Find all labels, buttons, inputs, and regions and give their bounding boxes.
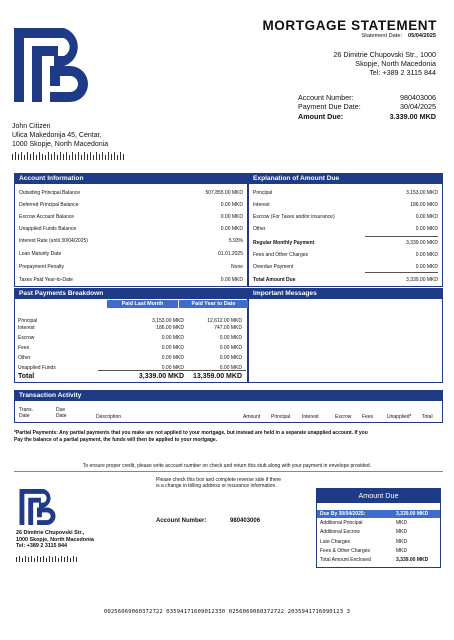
explanation-label: Overdue Payment bbox=[253, 264, 294, 270]
note-line: *Partial Payments: Any partial payments that you make are not applied to your mortgage, but instead are held in a separate unapplied account. If you bbox=[14, 430, 368, 436]
explanation-value: 0.00 MKD bbox=[415, 226, 438, 232]
info-value: 507,855.00 MKD bbox=[205, 190, 243, 196]
stub-address-line: 26 Dimitrie Chupovski Str., bbox=[16, 530, 85, 536]
escrow-header: Escrow bbox=[335, 414, 352, 420]
stub-phone: Tel: +389 2 3115 844 bbox=[16, 543, 68, 550]
amount-due-row bbox=[320, 520, 437, 526]
statement-date-value: 05/04/2025 bbox=[408, 33, 436, 39]
due-by-row bbox=[320, 511, 437, 517]
amount-due-label: Amount Due: bbox=[298, 111, 344, 121]
account-number-row bbox=[298, 93, 436, 102]
explanation-row bbox=[253, 190, 438, 196]
total-label: Total bbox=[18, 373, 35, 380]
info-value: 0.00 MKD bbox=[220, 202, 243, 208]
stub-barcode bbox=[16, 556, 78, 562]
info-label: Interest Rate (until 30/04/2025) bbox=[19, 238, 88, 244]
explanation-value: 186.00 MKD bbox=[410, 202, 438, 208]
partial-payment-note bbox=[14, 430, 444, 443]
explanation-row bbox=[253, 277, 438, 283]
bank-logo bbox=[14, 28, 90, 102]
info-row bbox=[19, 251, 243, 257]
info-label: Outsiding Principal Balance bbox=[19, 190, 81, 196]
info-row bbox=[19, 190, 243, 196]
account-summary bbox=[298, 93, 436, 121]
payment-type: Fees bbox=[18, 345, 30, 351]
amount-label: Late Charges bbox=[320, 539, 351, 545]
total-enclosed-row bbox=[320, 557, 437, 563]
tear-line bbox=[14, 471, 443, 472]
paid-last-month: 0.00 MKD bbox=[161, 345, 184, 351]
amount-due-title: Amount Due bbox=[317, 489, 440, 503]
past-payment-row bbox=[18, 345, 246, 352]
total-rule bbox=[365, 272, 438, 273]
explanation-row bbox=[253, 252, 438, 258]
info-row bbox=[19, 202, 243, 208]
explanation-label: Escrow (For Taxes and/or insurance) bbox=[253, 214, 335, 220]
postal-barcode bbox=[12, 152, 124, 160]
payment-due-label: Payment Due Date: bbox=[298, 102, 361, 112]
past-payment-row bbox=[18, 325, 246, 332]
transaction-activity-panel bbox=[14, 390, 443, 423]
explanation-label: Total Amount Due bbox=[253, 277, 296, 283]
amount-due-row bbox=[298, 112, 436, 121]
important-messages-title: Important Messages bbox=[249, 289, 442, 299]
info-row bbox=[19, 214, 243, 220]
info-value: 5.93% bbox=[228, 238, 243, 244]
customer-address-line: 1000 Skopje, North Macedonia bbox=[12, 141, 109, 149]
amount-value: MKD bbox=[396, 548, 408, 554]
past-payments-table bbox=[18, 318, 246, 372]
address-change-note bbox=[156, 477, 281, 490]
amount-due-row bbox=[320, 539, 437, 545]
info-row bbox=[19, 277, 243, 283]
paid-ytd: 12,612.00 MKD bbox=[207, 318, 242, 324]
subtotal-rule bbox=[365, 236, 438, 237]
principal-header: Principal bbox=[271, 414, 291, 420]
total-enclosed-label: Total Amount Enclosed bbox=[320, 557, 371, 563]
explanation-row bbox=[253, 264, 438, 270]
col-label: Date bbox=[19, 412, 30, 419]
explanation-row bbox=[253, 202, 438, 208]
stub-account-number bbox=[156, 518, 260, 524]
explanation-row bbox=[253, 226, 438, 232]
fees-header: Fees bbox=[362, 414, 374, 420]
trans-date-header bbox=[19, 408, 33, 419]
info-label: Prepayment Penalty bbox=[19, 264, 65, 270]
col-label: Due bbox=[56, 407, 66, 413]
info-label: Deferred Principal Balance bbox=[19, 202, 79, 208]
payment-type: Escrow bbox=[18, 335, 35, 341]
customer-address-line: Ulica Makedonija 45, Centar, bbox=[12, 132, 102, 140]
payment-due-value: 30/04/2025 bbox=[400, 102, 436, 112]
past-payment-row bbox=[18, 318, 246, 325]
payment-type: Unapplied Funds bbox=[18, 365, 56, 371]
total-enclosed-value: 3,339.00 MKD bbox=[396, 557, 429, 563]
statement-title: MORTGAGE STATEMENT bbox=[262, 18, 437, 33]
due-date-header bbox=[56, 408, 67, 419]
past-total-rule bbox=[98, 370, 246, 371]
info-row bbox=[19, 264, 243, 270]
past-payment-row bbox=[18, 355, 246, 362]
info-value: 0.00 MKD bbox=[220, 226, 243, 232]
important-messages-panel bbox=[248, 288, 443, 383]
stub-account-label: Account Number: bbox=[156, 518, 207, 524]
customer-name: John Citizen bbox=[12, 123, 51, 130]
past-payment-row bbox=[18, 335, 246, 342]
explanation-title: Explanation of Amount Due bbox=[249, 174, 442, 184]
info-value: 01.01.2025 bbox=[217, 251, 243, 257]
paid-ytd: 0.00 MKD bbox=[219, 365, 242, 371]
note-line: Please check this box and complete reverse side if there bbox=[156, 477, 282, 483]
paid-last-month: 186.00 MKD bbox=[156, 325, 184, 331]
ocr-scanline: 00256069060372722 03594171609012330 0256069060372722 2035941716090123 3 bbox=[103, 609, 351, 615]
total-last-month: 3,339.00 MKD bbox=[138, 373, 184, 380]
description-header: Description bbox=[96, 414, 122, 420]
info-value: 0.00 MKD bbox=[220, 277, 243, 283]
past-payments-total bbox=[18, 373, 246, 380]
explanation-row bbox=[253, 240, 438, 246]
payment-type: Other bbox=[18, 355, 31, 361]
paid-ytd: 747.00 MKD bbox=[214, 325, 242, 331]
info-value: 0.00 MKD bbox=[220, 214, 243, 220]
info-label: Escrow Account Balance bbox=[19, 214, 75, 220]
info-value: None bbox=[231, 264, 243, 270]
paid-last-month: 0.00 MKD bbox=[161, 365, 184, 371]
explanation-label: Fees and Other Charges bbox=[253, 252, 309, 258]
total-ytd: 13,359.00 MKD bbox=[192, 373, 242, 380]
explanation-panel bbox=[248, 173, 443, 287]
explanation-value: 3,339.00 MKD bbox=[406, 277, 438, 283]
amount-due-value: 3.339.00 MKD bbox=[389, 111, 436, 121]
account-information-title: Account Information bbox=[15, 174, 247, 184]
explanation-value: 0.00 MKD bbox=[415, 264, 438, 270]
lender-address-line: Skopje, North Macedonia bbox=[355, 59, 436, 69]
amount-due-row bbox=[320, 529, 437, 535]
stub-address bbox=[16, 530, 94, 550]
amount-label: Additional Escrow bbox=[320, 529, 360, 535]
paid-ytd-header: Paid Year to Date bbox=[179, 300, 248, 308]
info-label: Taxes Paid Year-to-Date bbox=[19, 277, 73, 283]
due-by-value: 3,339.00 MKD bbox=[396, 511, 429, 517]
explanation-label: Regular Monthly Payment bbox=[253, 240, 315, 246]
explanation-label: Principal bbox=[253, 190, 273, 196]
amount-value: MKD bbox=[396, 539, 408, 545]
remit-instruction: To ensure proper credit, please write account number on check and return this stub along with your payment in envelope provided. bbox=[82, 463, 372, 469]
explanation-value: 3,339.00 MKD bbox=[406, 240, 438, 246]
explanation-label: Interest bbox=[253, 202, 270, 208]
paid-ytd: 0.00 MKD bbox=[219, 345, 242, 351]
note-line: is a change in billing address or insurance information. bbox=[156, 483, 277, 490]
note-line: Pay the balance of a partial payment, the funds will then be applied to your mortgage. bbox=[14, 436, 218, 443]
unapplied-header: Unapplied* bbox=[387, 414, 412, 420]
amount-value: MKD bbox=[396, 529, 408, 535]
explanation-row bbox=[253, 214, 438, 220]
customer-address bbox=[12, 122, 108, 150]
paid-last-month: 0.00 MKD bbox=[161, 335, 184, 341]
stub-address-line: 1000 Skopje, North Macedonia bbox=[16, 536, 94, 543]
total-header: Total bbox=[422, 414, 433, 420]
col-label: Date bbox=[56, 412, 67, 419]
paid-ytd: 0.00 MKD bbox=[219, 335, 242, 341]
col-label: Trans. bbox=[19, 407, 33, 413]
transaction-activity-title: Transaction Activity bbox=[15, 391, 442, 401]
payment-type: Principal bbox=[18, 318, 38, 324]
amount-due-row bbox=[320, 548, 437, 554]
amount-label: Fees & Other Charges bbox=[320, 548, 371, 554]
paid-last-month-header: Paid Last Month bbox=[107, 300, 178, 308]
explanation-value: 3,153.00 MKD bbox=[406, 190, 438, 196]
lender-phone: Tel: +389 2 3115 844 bbox=[369, 68, 436, 78]
statement-date-label: Statement Date: bbox=[361, 33, 402, 39]
paid-last-month: 3,153.00 MKD bbox=[152, 318, 184, 324]
payment-type: Interest bbox=[18, 325, 35, 331]
payment-due-row bbox=[298, 102, 436, 111]
info-row bbox=[19, 238, 243, 244]
account-number-label: Account Number: bbox=[298, 93, 354, 102]
amount-value: MKD bbox=[396, 520, 408, 526]
info-row bbox=[19, 226, 243, 232]
explanation-label: Other bbox=[253, 226, 266, 232]
account-information-panel bbox=[14, 173, 248, 287]
stub-account-value: 980403006 bbox=[230, 518, 261, 524]
interest-header: Interest bbox=[302, 414, 319, 420]
explanation-value: 0.00 MKD bbox=[415, 252, 438, 258]
info-label: Loan Maturity Date bbox=[19, 251, 62, 257]
past-payments-title: Past Payments Breakdown bbox=[15, 289, 247, 299]
paid-last-month: 0.00 MKD bbox=[161, 355, 184, 361]
amount-label: Additional Principal bbox=[320, 520, 363, 526]
info-label: Unapplied Funds Balance bbox=[19, 226, 77, 232]
bank-logo-small bbox=[18, 489, 58, 525]
account-number-value: 980403006 bbox=[400, 93, 436, 102]
due-by-label: Due By 30/04/2025: bbox=[320, 511, 366, 517]
lender-address bbox=[333, 50, 436, 78]
statement-date bbox=[362, 33, 436, 39]
amount-header: Amount bbox=[243, 414, 261, 420]
amount-due-panel bbox=[316, 488, 441, 568]
explanation-value: 0.00 MKD bbox=[415, 214, 438, 220]
lender-address-line: 26 Dimitrie Chupovski Str., 1000 bbox=[333, 50, 436, 59]
paid-ytd: 0.00 MKD bbox=[219, 355, 242, 361]
